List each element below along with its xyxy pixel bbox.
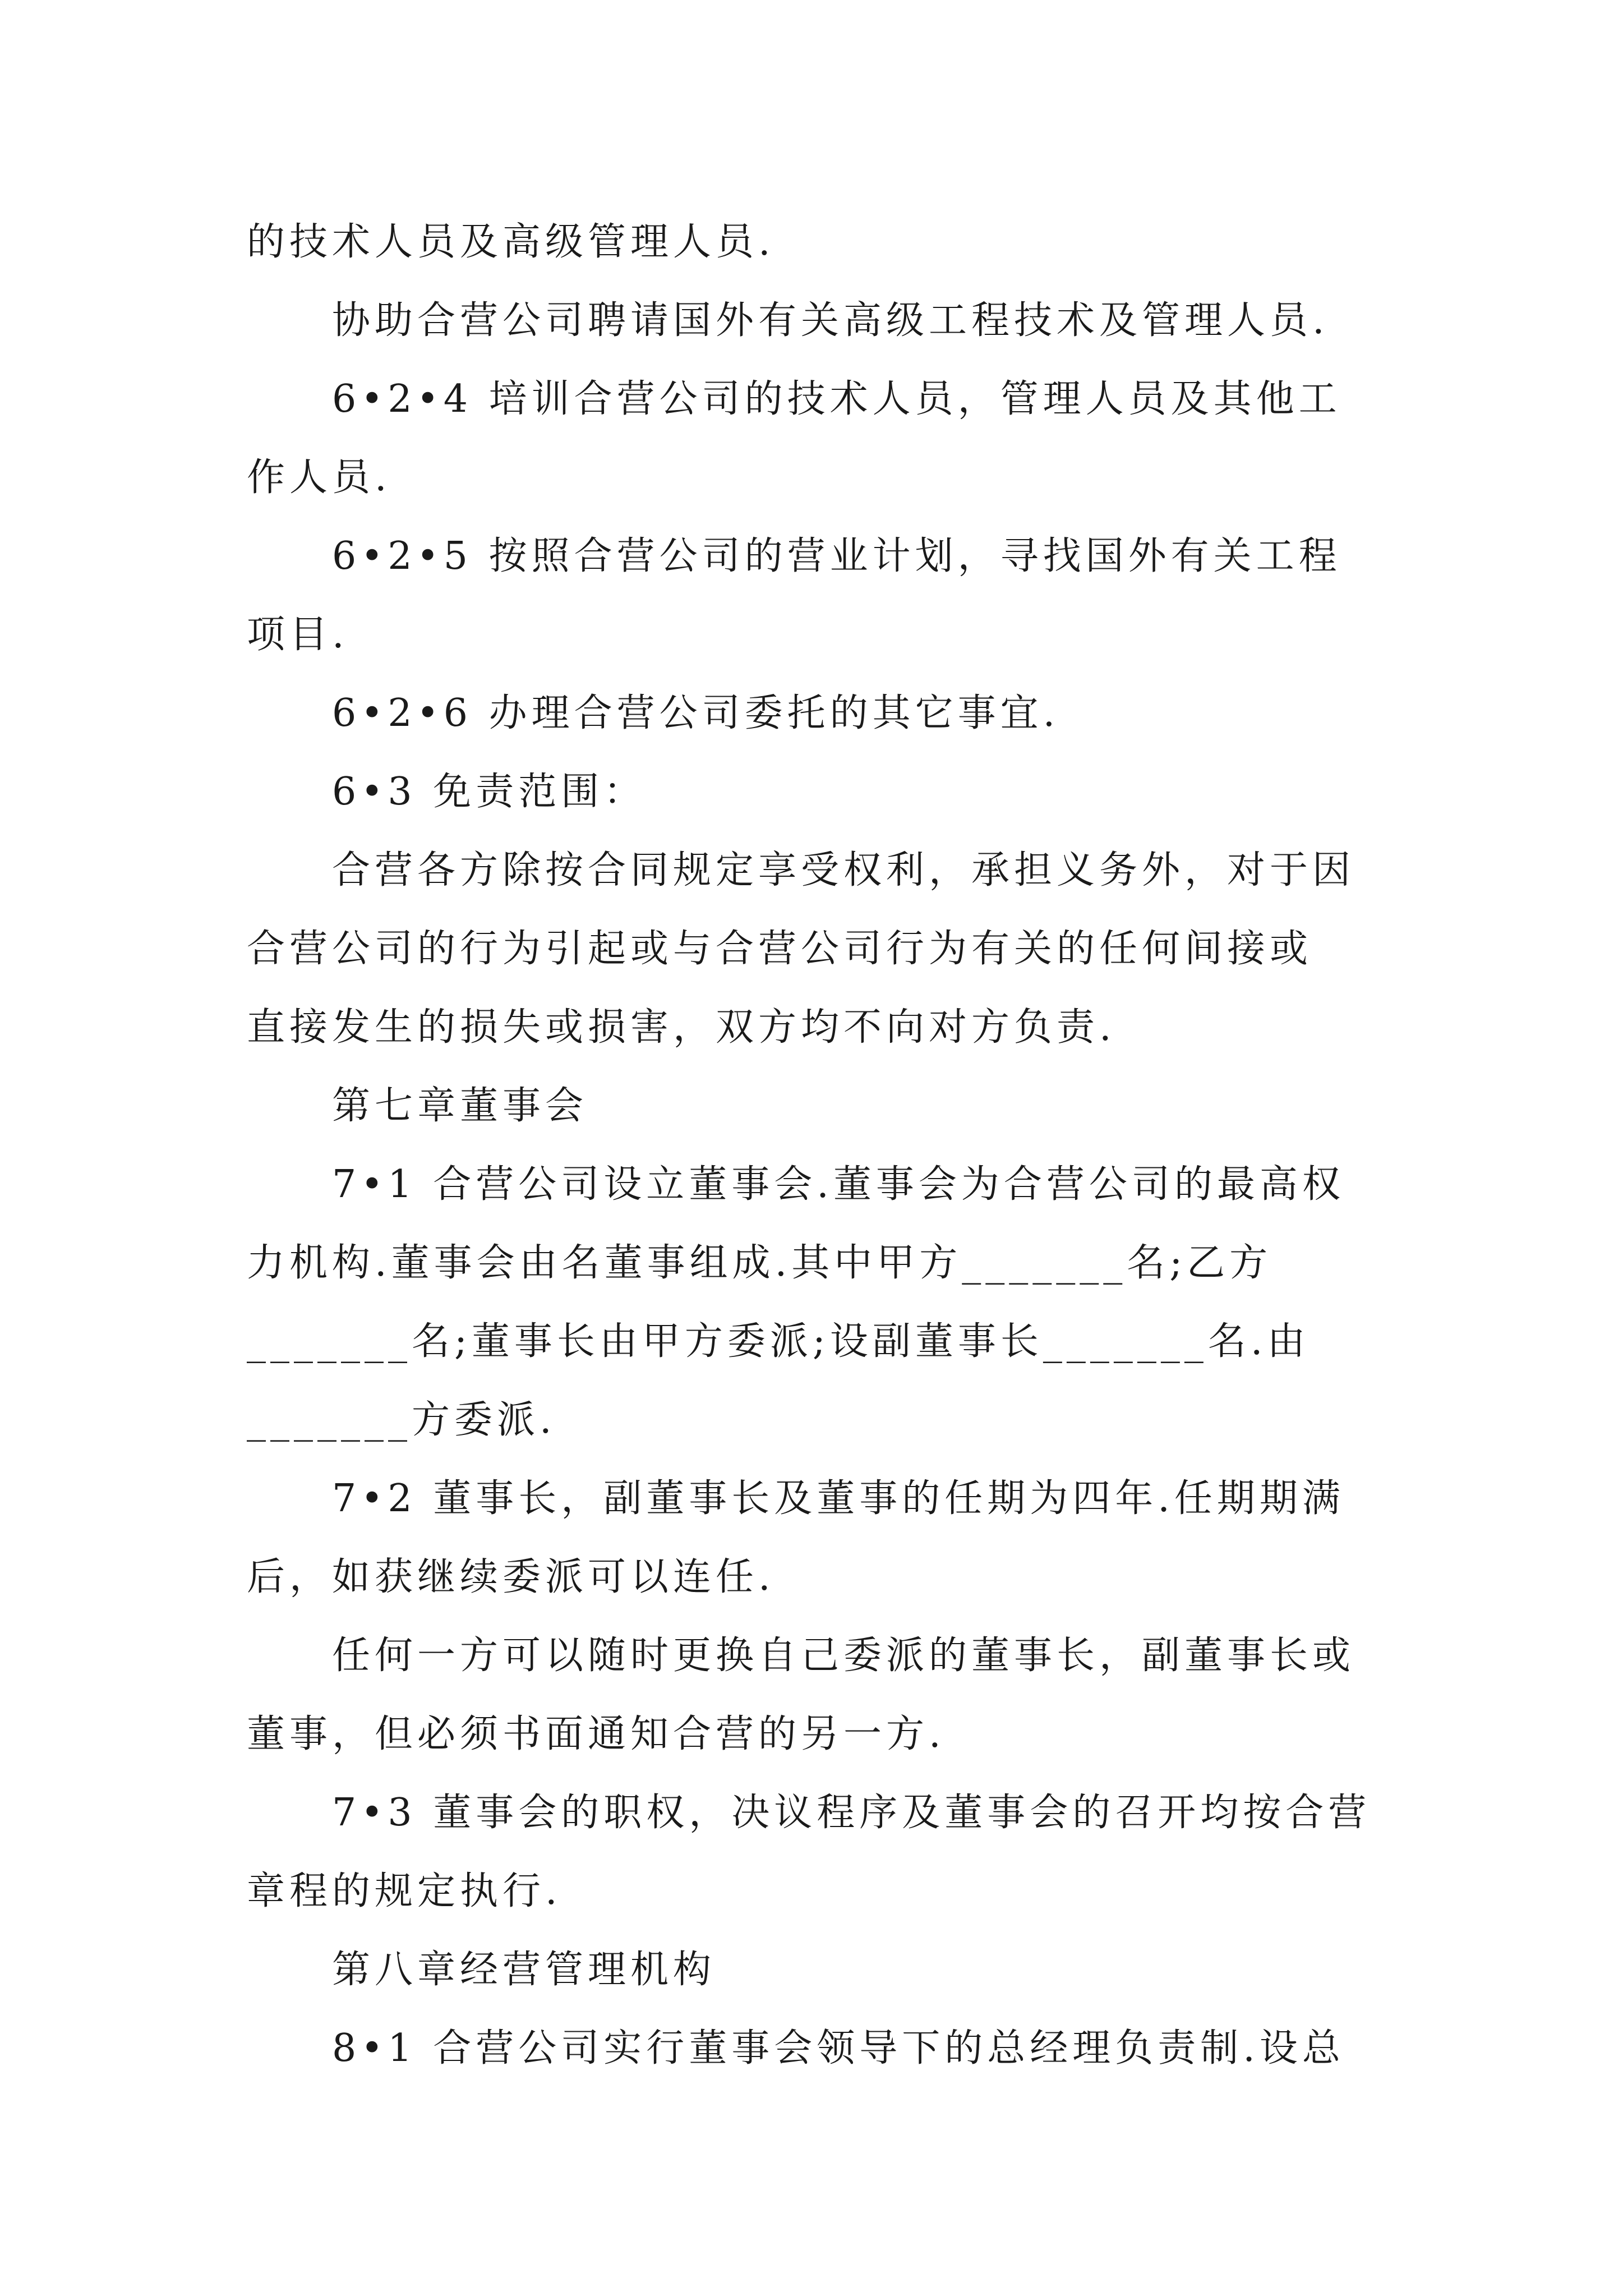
chapter-heading: 第七章董事会 <box>332 1084 588 1128</box>
text-line: 6•3 免责范围： <box>332 770 647 814</box>
text-line: 6•2•5 按照合营公司的营业计划，寻找国外有关工程 <box>332 534 1341 578</box>
text-line: 作人员. <box>247 455 391 500</box>
text-line: 7•2 董事长，副董事长及董事的任期为四年.任期期满 <box>332 1476 1345 1521</box>
text-line: _______方委派. <box>247 1398 556 1442</box>
text-line: 7•1 合营公司设立董事会.董事会为合营公司的最高权 <box>332 1162 1345 1207</box>
text-line: 董事，但必须书面通知合营的另一方. <box>247 1712 946 1756</box>
text-line: 7•3 董事会的职权，决议程序及董事会的召开均按合营 <box>332 1791 1371 1835</box>
text-line: _______名;董事长由甲方委派;设副董事长_______名.由 <box>247 1319 1310 1364</box>
text-line: 6•2•4 培训合营公司的技术人员，管理人员及其他工 <box>332 377 1341 421</box>
text-line: 直接发生的损失或损害，双方均不向对方负责. <box>247 1005 1116 1050</box>
text-line: 项目. <box>247 613 349 657</box>
text-line: 任何一方可以随时更换自己委派的董事长，副董事长或 <box>332 1634 1355 1678</box>
text-line: 合营公司的行为引起或与合营公司行为有关的任何间接或 <box>247 927 1313 971</box>
text-line: 后，如获继续委派可以连任. <box>247 1555 775 1599</box>
chapter-heading: 第八章经营管理机构 <box>332 1948 716 1992</box>
text-line: 8•1 合营公司实行董事会领导下的总经理负责制.设总 <box>332 2026 1345 2070</box>
document-body <box>247 203 1380 2088</box>
text-line: 合营各方除按合同规定享受权利，承担义务外，对于因 <box>332 848 1355 892</box>
text-line: 力机构.董事会由名董事组成.其中甲方_______名;乙方 <box>247 1241 1272 1285</box>
text-line: 协助合营公司聘请国外有关高级工程技术及管理人员. <box>332 298 1329 343</box>
text-line: 的技术人员及高级管理人员. <box>247 220 775 264</box>
text-line: 6•2•6 办理合营公司委托的其它事宜. <box>332 691 1060 735</box>
text-line: 章程的规定执行. <box>247 1869 562 1913</box>
